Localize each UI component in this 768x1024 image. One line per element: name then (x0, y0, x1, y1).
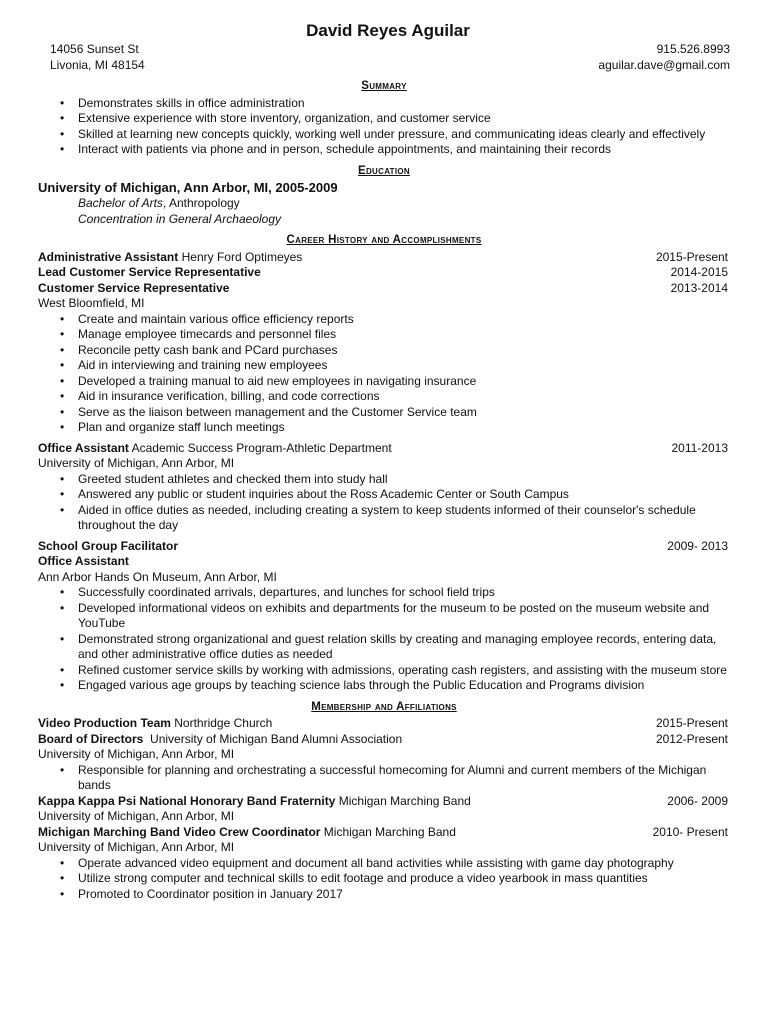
membership-row (38, 732, 730, 748)
address-line-1: 14056 Sunset St (50, 42, 139, 56)
job-location: University of Michigan, Ann Arbor, MI (38, 456, 235, 470)
membership-location: University of Michigan, Ann Arbor, MI (38, 747, 235, 761)
membership-row (38, 794, 730, 810)
job-dates: 2013-2014 (670, 280, 728, 295)
list-item: • Aided in office duties as needed, including creating a system to keep students informed of their counselor's schedule throughout the day (78, 503, 730, 534)
membership-dates: 2006- 2009 (667, 793, 728, 808)
membership-location: University of Michigan, Ann Arbor, MI (38, 840, 235, 854)
membership-duties-list (38, 856, 730, 903)
list-item: • Extensive experience with store inventory, organization, and customer service (78, 111, 730, 127)
membership-row (38, 825, 730, 841)
degree-line (38, 196, 730, 212)
employer: Academic Success Program-Athletic Department (128, 440, 392, 455)
degree-field: , Anthropology (162, 196, 240, 210)
membership-title: Kappa Kappa Psi National Honorary Band Fraternity (38, 793, 336, 808)
membership-org: Michigan Marching Band (335, 793, 471, 808)
list-item: • Manage employee timecards and personnel files (78, 327, 730, 343)
address-line-2: Livonia, MI 48154 (50, 57, 145, 72)
job-title-row (38, 265, 730, 281)
job-title: Lead Customer Service Representative (38, 265, 261, 279)
degree-type: Bachelor of Arts (78, 196, 163, 210)
list-item: • Reconcile petty cash bank and PCard purchases (78, 343, 730, 359)
education-heading: Education (358, 164, 410, 177)
job-dates: 2011-2013 (671, 440, 728, 455)
membership-title: Video Production Team (38, 716, 171, 730)
job-title: Office Assistant (38, 554, 129, 568)
list-item: • Developed informational videos on exhibits and departments for the museum to be posted on the museum website and YouTube (78, 601, 730, 632)
job-title: Customer Service Representative (38, 280, 230, 295)
list-item: • Demonstrated strong organizational and guest relation skills by creating and managing employee records, entering data, and other administrative office duties as needed (78, 632, 730, 663)
membership-dates: 2012-Present (655, 731, 728, 746)
list-item: • Interact with patients via phone and in person, schedule appointments, and maintaining their records (78, 142, 730, 158)
list-item: • Plan and organize staff lunch meetings (78, 420, 730, 436)
list-item: • Serve as the liaison between management and the Customer Service team (78, 405, 730, 421)
job-dates: 2009- 2013 (667, 538, 728, 553)
job-location: West Bloomfield, MI (38, 296, 145, 310)
membership-duties-list (38, 763, 730, 794)
email-address: aguilar.dave@gmail.com (598, 57, 730, 72)
list-item: • Refined customer service skills by working with admissions, operating cash registers, and assisting with the museum store (78, 663, 730, 679)
list-item: • Successfully coordinated arrivals, departures, and lunches for school field trips (78, 585, 730, 601)
phone-number: 915.526.8993 (656, 42, 730, 56)
list-item: • Developed a training manual to aid new employees in navigating insurance (78, 374, 730, 390)
job-duties-list (38, 312, 730, 436)
job-title: Office Assistant (38, 440, 129, 455)
membership-title: Board of Directors (38, 731, 144, 746)
job-title-row (38, 250, 730, 266)
membership-org: University of Michigan Band Alumni Association (143, 731, 403, 746)
membership-dates: 2015-Present (655, 716, 728, 730)
job-title-row (38, 539, 730, 555)
job-title-row (38, 281, 730, 297)
career-heading: Career History and Accomplishments (286, 234, 482, 246)
job-title-row (38, 441, 730, 457)
list-item: • Answered any public or student inquiries about the Ross Academic Center or South Campus (78, 487, 730, 503)
membership-org: Michigan Marching Band (320, 824, 456, 839)
membership-org: Northridge Church (170, 716, 273, 730)
concentration: Concentration in General Archaeology (78, 211, 282, 226)
job-duties-list (38, 472, 730, 534)
job-dates: 2015-Present (655, 249, 728, 264)
list-item: • Engaged various age groups by teaching science labs through the Public Education and Programs division (78, 678, 730, 694)
employer: Henry Ford Optimeyes (178, 249, 303, 264)
school-name: University of Michigan, Ann Arbor, MI, 2005-2009 (38, 180, 338, 195)
membership-title: Michigan Marching Band Video Crew Coordinator (38, 824, 321, 839)
membership-dates: 2010- Present (652, 824, 728, 839)
membership-heading: Membership and Affiliations (311, 700, 457, 713)
list-item: • Utilize strong computer and technical skills to edit footage and produce a video yearbook in mass quantities (78, 871, 730, 887)
list-item: • Create and maintain various office efficiency reports (78, 312, 730, 328)
contact-info (598, 42, 730, 73)
list-item: • Aid in interviewing and training new employees (78, 358, 730, 374)
list-item: • Aid in insurance verification, billing, and code corrections (78, 389, 730, 405)
job-dates: 2014-2015 (670, 265, 728, 279)
list-item: • Operate advanced video equipment and document all band activities while assisting with game day photography (78, 856, 730, 872)
contact-block (50, 42, 730, 73)
list-item: • Greeted student athletes and checked them into study hall (78, 472, 730, 488)
list-item: • Skilled at learning new concepts quickly, working well under pressure, and communicating ideas clearly and effectively (78, 127, 730, 143)
membership-row (38, 716, 730, 732)
job-duties-list (38, 585, 730, 694)
list-item: • Demonstrates skills in office administration (78, 96, 730, 112)
address (50, 42, 145, 73)
job-title: Administrative Assistant (38, 249, 179, 264)
list-item: • Promoted to Coordinator position in January 2017 (78, 887, 730, 903)
job-title: School Group Facilitator (38, 538, 179, 553)
job-location: Ann Arbor Hands On Museum, Ann Arbor, MI (38, 569, 277, 584)
candidate-name: David Reyes Aguilar (306, 21, 470, 40)
summary-list (38, 96, 730, 158)
summary-heading: Summary (361, 80, 407, 92)
membership-location: University of Michigan, Ann Arbor, MI (38, 809, 235, 823)
list-item: • Responsible for planning and orchestrating a successful homecoming for Alumni and current members of the Michigan bands (78, 763, 730, 794)
